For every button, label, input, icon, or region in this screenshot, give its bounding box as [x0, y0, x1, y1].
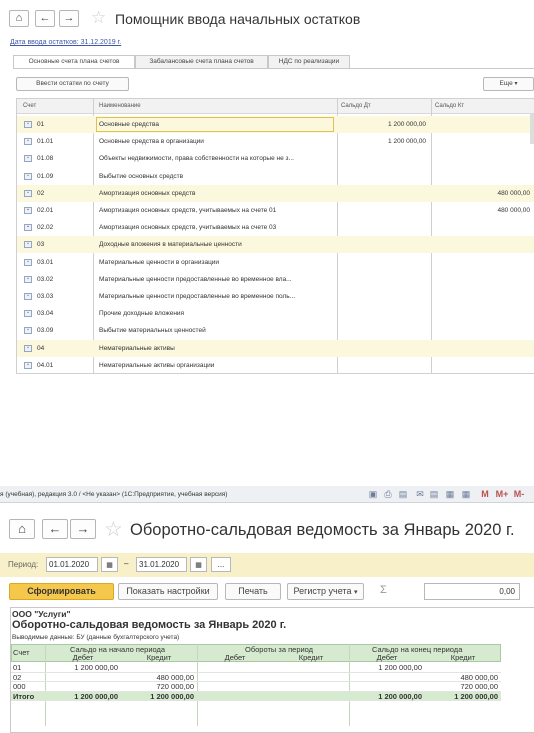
account-icon: ▪	[24, 293, 32, 300]
report-account: Итого	[13, 691, 35, 701]
account-icon: ▪	[24, 310, 32, 317]
report-cell: 1 200 000,00	[378, 663, 422, 672]
home-icon: ⌂	[18, 521, 26, 536]
col-debit[interactable]: Сальдо Дт	[341, 103, 371, 109]
favorite-star-icon[interactable]: ☆	[91, 8, 107, 27]
subhead-credit: Кредит	[450, 653, 476, 662]
head-turnover: Обороты за период	[245, 645, 314, 654]
register-button[interactable]	[287, 583, 364, 600]
cell-account: 03.04	[37, 310, 54, 318]
memory-mplus-button[interactable]: M+	[495, 489, 509, 499]
period-select-button[interactable]: ...	[211, 557, 231, 572]
cell-account: 02.02	[37, 224, 54, 232]
report-cell: 1 200 000,00	[378, 691, 422, 701]
preview-icon[interactable]: ▤	[398, 489, 408, 499]
cell-name: Основные средства	[99, 121, 159, 128]
cell-account: 01	[37, 121, 45, 128]
cell-name: Материальные ценности предоставленные во временное поль...	[99, 293, 296, 300]
table-row[interactable]	[17, 168, 534, 185]
cell-name: Нематериальные активы организации	[99, 361, 215, 369]
head-account: Счет	[13, 648, 30, 657]
cell-account: 03	[37, 241, 45, 249]
scrollbar[interactable]	[530, 114, 534, 144]
subhead-credit: Кредит	[298, 653, 324, 662]
period-bar	[0, 553, 534, 577]
save-icon[interactable]: ▣	[368, 489, 378, 499]
account-red-icon: ▪	[24, 224, 32, 231]
cell-name: Объекты недвижимости, права собственности на которые не з...	[99, 155, 294, 163]
memory-m-button[interactable]: M	[481, 489, 489, 499]
table-row[interactable]	[17, 271, 534, 288]
report-row	[11, 682, 501, 692]
account-icon: ▪	[24, 155, 32, 162]
report-sheet	[10, 607, 534, 733]
table-row[interactable]	[17, 133, 534, 150]
cell-debit: 1 200 000,00	[388, 121, 426, 128]
table-row[interactable]	[17, 202, 534, 219]
tab-underline	[13, 68, 534, 69]
page-title: Помощник ввода начальных остатков	[115, 11, 361, 27]
cell-account: 01.09	[37, 172, 54, 180]
cell-account: 03.01	[37, 258, 54, 266]
register-label: Регистр учета	[293, 586, 352, 596]
cell-account: 01.01	[37, 138, 54, 146]
report-row	[11, 673, 501, 683]
subhead-debit: Дебет	[72, 653, 94, 662]
report-row	[11, 663, 501, 673]
report-cell: 1 200 000,00	[150, 691, 194, 701]
table-row[interactable]	[17, 322, 534, 339]
account-icon: ▪	[24, 173, 32, 180]
calendar-icon: ▦	[195, 562, 202, 569]
total-row	[11, 692, 501, 702]
document-icon[interactable]: ▤	[429, 489, 439, 499]
subhead-credit: Кредит	[146, 653, 172, 662]
cell-name: Выбытие материальных ценностей	[99, 327, 206, 335]
cell-account: 04.01	[37, 361, 54, 369]
report-account: 02	[13, 672, 22, 682]
forward-button[interactable]	[59, 10, 79, 27]
calendar-icon: ▦	[106, 562, 113, 569]
arrow-left-icon: ←	[39, 12, 51, 24]
forward-button-2[interactable]	[70, 519, 96, 539]
report-subtitle: Выводимые данные: БУ (данные бухгалтерского учета)	[12, 634, 180, 641]
cell-name: Амортизация основных средств, учитываемых на счете 03	[99, 224, 277, 232]
head-opening-balance: Сальдо на начало периода	[70, 645, 166, 654]
date-to-input[interactable]: 31.01.2020	[136, 557, 187, 572]
report-cell: 480 000,00	[460, 672, 498, 682]
cell-name: Материальные ценности предоставленные во временное вла...	[99, 275, 292, 283]
table-row[interactable]	[17, 219, 534, 236]
period-dash: –	[124, 559, 129, 568]
cell-debit: 1 200 000,00	[388, 138, 426, 146]
table-row[interactable]	[17, 236, 534, 253]
accounts-table	[16, 98, 534, 374]
more-button[interactable]	[483, 77, 534, 91]
tab-main-accounts[interactable]: Основные счета плана счетов	[13, 55, 135, 69]
cell-account: 02	[37, 189, 45, 197]
print-button[interactable]: Печать	[225, 583, 281, 600]
date-from-input[interactable]: 01.01.2020	[46, 557, 98, 572]
favorite-star-icon-2[interactable]: ☆	[104, 518, 123, 541]
col-credit[interactable]: Сальдо Кт	[435, 103, 465, 109]
cell-account: 02.01	[37, 207, 54, 214]
table-row[interactable]	[17, 254, 534, 271]
calendar-to-button[interactable]	[190, 557, 207, 572]
sum-icon[interactable]: Σ	[380, 584, 387, 596]
account-icon: ▪	[24, 138, 32, 145]
subhead-debit: Дебет	[376, 653, 398, 662]
folder-icon: ▪	[24, 345, 32, 352]
app-title-bar	[0, 486, 534, 503]
cell-account: 03.09	[37, 327, 54, 335]
account-icon: ▪	[24, 259, 32, 266]
cell-name: Основные средства в организации	[99, 138, 204, 146]
period-label: Период:	[8, 560, 39, 569]
memory-mminus-button[interactable]: M-	[513, 489, 525, 499]
cell-account: 03.03	[37, 293, 54, 300]
cell-name: Материальные ценности в организации	[99, 258, 220, 266]
report-cell: 480 000,00	[156, 672, 194, 682]
account-icon: ▪	[24, 276, 32, 283]
report-cell: 720 000,00	[156, 682, 194, 691]
report-account: 000	[13, 682, 26, 691]
tab-offbalance-accounts[interactable]: Забалансовые счета плана счетов	[135, 55, 268, 69]
arrow-right-icon: →	[63, 12, 75, 24]
table-row[interactable]	[17, 116, 534, 133]
company-name: ООО "Услуги"	[12, 609, 71, 619]
sum-field: 0,00	[424, 583, 520, 600]
home-icon: ⌂	[15, 12, 23, 24]
folder-icon: ▪	[24, 241, 32, 248]
print-icon[interactable]: ⎙	[384, 489, 392, 499]
calendar-from-button[interactable]	[101, 557, 118, 572]
calendar-icon[interactable]: ▦	[461, 489, 471, 499]
report-cell: 1 200 000,00	[454, 691, 498, 701]
report-account: 01	[13, 663, 22, 672]
table-row[interactable]	[17, 185, 534, 202]
table-row[interactable]	[17, 150, 534, 167]
report-title: Оборотно-сальдовая ведомость за Январь 2020 г.	[12, 619, 287, 631]
generate-button[interactable]: Сформировать	[9, 583, 114, 600]
cell-name: Доходные вложения в материальные ценности	[99, 241, 242, 249]
back-button-2[interactable]	[42, 519, 68, 539]
cell-account: 04	[37, 344, 45, 352]
home-button[interactable]	[9, 10, 29, 27]
cell-credit: 480 000,00	[497, 207, 530, 214]
report-cell: 720 000,00	[460, 682, 498, 691]
cell-name: Нематериальные активы	[99, 344, 175, 352]
cell-name: Амортизация основных средств	[99, 189, 196, 197]
report-window-title: Оборотно-сальдовая ведомость за Январь 2020 г.	[130, 521, 515, 539]
chevron-down-icon: ▾	[353, 589, 358, 596]
arrow-right-icon: →	[76, 521, 90, 536]
folder-icon: ▪	[24, 190, 32, 197]
report-cell: 1 200 000,00	[74, 663, 118, 672]
more-label: Еще	[499, 80, 513, 87]
table-icon[interactable]: ▦	[445, 489, 455, 499]
col-name[interactable]: Наименование	[99, 103, 141, 109]
back-button[interactable]	[35, 10, 55, 27]
cell-name: Прочие доходные вложения	[99, 310, 185, 318]
account-icon: ▪	[24, 327, 32, 334]
tab-vat-sales[interactable]: НДС по реализации	[268, 55, 350, 69]
cell-account: 03.02	[37, 275, 54, 283]
balance-date-link[interactable]: Дата ввода остатков: 31.12.2019 г.	[10, 39, 122, 46]
col-account[interactable]: Счет	[23, 103, 37, 109]
folder-icon: ▪	[24, 121, 32, 128]
table-row[interactable]	[17, 288, 534, 305]
home-button-2[interactable]	[9, 519, 35, 539]
report-cell: 1 200 000,00	[74, 691, 118, 701]
selected-cell	[96, 117, 334, 132]
head-closing-balance: Сальдо на конец периода	[372, 645, 463, 654]
table-row[interactable]	[17, 357, 534, 374]
table-row[interactable]	[17, 340, 534, 357]
cell-account: 01.08	[37, 155, 54, 163]
chevron-down-icon: ▾	[514, 81, 518, 87]
arrow-left-icon: ←	[48, 521, 62, 536]
table-row[interactable]	[17, 305, 534, 322]
cell-credit: 480 000,00	[497, 189, 530, 197]
account-red-icon: ▪	[24, 207, 32, 214]
cell-name: Выбытие основных средств	[99, 172, 184, 180]
cell-name: Амортизация основных средств, учитываемых на счете 01	[99, 207, 277, 214]
app-title: я (учебная), редакция 3.0 / <Не указан> (1С:Предприятие, учебная версия)	[0, 491, 228, 498]
show-settings-button[interactable]: Показать настройки	[118, 583, 218, 600]
enter-balances-button[interactable]: Ввести остатки по счету	[16, 77, 129, 91]
table-header	[17, 99, 534, 114]
subhead-debit: Дебет	[224, 653, 246, 662]
account-icon: ▪	[24, 362, 32, 369]
mail-icon[interactable]: ✉	[416, 489, 424, 499]
